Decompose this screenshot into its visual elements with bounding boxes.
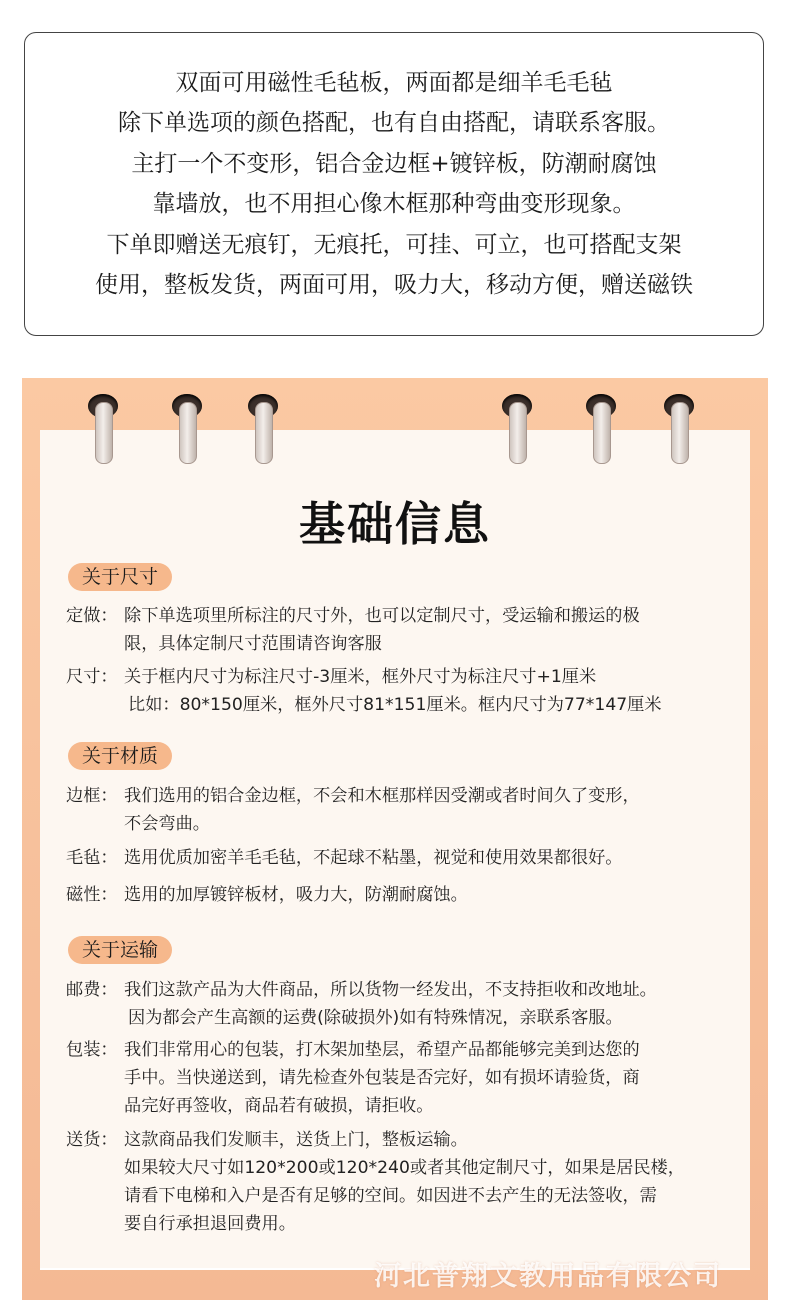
row-text: 选用优质加密羊毛毛毡，不起球不粘墨，视觉和使用效果都很好。 xyxy=(124,848,623,868)
row-felt xyxy=(66,844,756,872)
binder-ring-icon xyxy=(586,394,616,466)
row-frame xyxy=(66,782,756,838)
row-text: 手中。当快递送到，请先检查外包装是否完好，如有损坏请验货，商 xyxy=(124,1068,640,1088)
row-label: 定做： xyxy=(66,606,118,626)
row-label: 尺寸： xyxy=(66,667,118,687)
intro-line: 主打一个不变形，铝合金边框+镀锌板，防潮耐腐蚀 xyxy=(131,150,657,177)
row-text: 如果较大尺寸如120*200或120*240或者其他定制尺寸，如果是居民楼， xyxy=(124,1158,685,1178)
row-text: 我们选用的铝合金边框，不会和木框那样因受潮或者时间久了变形， xyxy=(124,786,640,806)
row-label: 包装： xyxy=(66,1040,118,1060)
row-text: 我们这款产品为大件商品，所以货物一经发出，不支持拒收和改地址。 xyxy=(124,980,657,1000)
row-text: 不会弯曲。 xyxy=(124,814,210,834)
intro-line: 使用，整板发货，两面可用，吸力大，移动方便，赠送磁铁 xyxy=(95,272,693,298)
row-label: 邮费： xyxy=(66,980,118,1000)
row-label: 毛毡： xyxy=(66,848,118,868)
section-tag-size: 关于尺寸 xyxy=(68,563,172,591)
intro-box xyxy=(24,32,764,336)
row-label: 磁性： xyxy=(66,885,118,905)
row-text: 因为都会产生高额的运费(除破损外)如有特殊情况，亲联系客服。 xyxy=(128,1008,623,1028)
row-label: 边框： xyxy=(66,786,118,806)
company-watermark: 河北普翔文教用品有限公司 xyxy=(374,1261,722,1292)
page-title: 基础信息 xyxy=(299,497,491,551)
intro-line: 靠墙放，也不用担心像木框那种弯曲变形现象。 xyxy=(152,191,636,217)
row-text: 除下单选项里所标注的尺寸外，也可以定制尺寸，受运输和搬运的极 xyxy=(124,606,640,626)
row-text: 要自行承担退回费用。 xyxy=(124,1214,296,1234)
row-text: 限，具体定制尺寸范围请咨询客服 xyxy=(124,634,382,654)
intro-line: 下单即赠送无痕钉，无痕托，可挂、可立，也可搭配支架 xyxy=(106,231,682,258)
row-text: 这款商品我们发顺丰，送货上门，整板运输。 xyxy=(124,1130,468,1150)
row-delivery xyxy=(66,1126,756,1238)
row-label: 送货： xyxy=(66,1130,118,1150)
section-tag-shipping: 关于运输 xyxy=(68,936,172,964)
binder-ring-icon xyxy=(248,394,278,466)
row-text: 请看下电梯和入户是否有足够的空间。如因进不去产生的无法签收，需 xyxy=(124,1186,657,1206)
binder-ring-icon xyxy=(88,394,118,466)
row-custom xyxy=(66,602,756,658)
intro-line: 除下单选项的颜色搭配，也有自由搭配，请联系客服。 xyxy=(118,110,670,136)
binder-ring-icon xyxy=(502,394,532,466)
row-packing xyxy=(66,1036,756,1120)
row-text: 品完好再签收，商品若有破损，请拒收。 xyxy=(124,1096,434,1116)
row-magnet xyxy=(66,881,756,909)
row-dimension xyxy=(66,663,756,719)
row-postage xyxy=(66,976,756,1032)
row-text: 比如：80*150厘米，框外尺寸81*151厘米。框内尺寸为77*147厘米 xyxy=(128,695,662,715)
binder-ring-icon xyxy=(664,394,694,466)
row-text: 选用的加厚镀锌板材，吸力大，防潮耐腐蚀。 xyxy=(124,885,468,905)
section-tag-material: 关于材质 xyxy=(68,742,172,770)
row-text: 我们非常用心的包装，打木架加垫层，希望产品都能够完美到达您的 xyxy=(124,1040,640,1060)
intro-line: 双面可用磁性毛毡板，两面都是细羊毛毛毡 xyxy=(175,69,613,96)
row-text: 关于框内尺寸为标注尺寸-3厘米，框外尺寸为标注尺寸+1厘米 xyxy=(124,667,597,687)
binder-ring-icon xyxy=(172,394,202,466)
